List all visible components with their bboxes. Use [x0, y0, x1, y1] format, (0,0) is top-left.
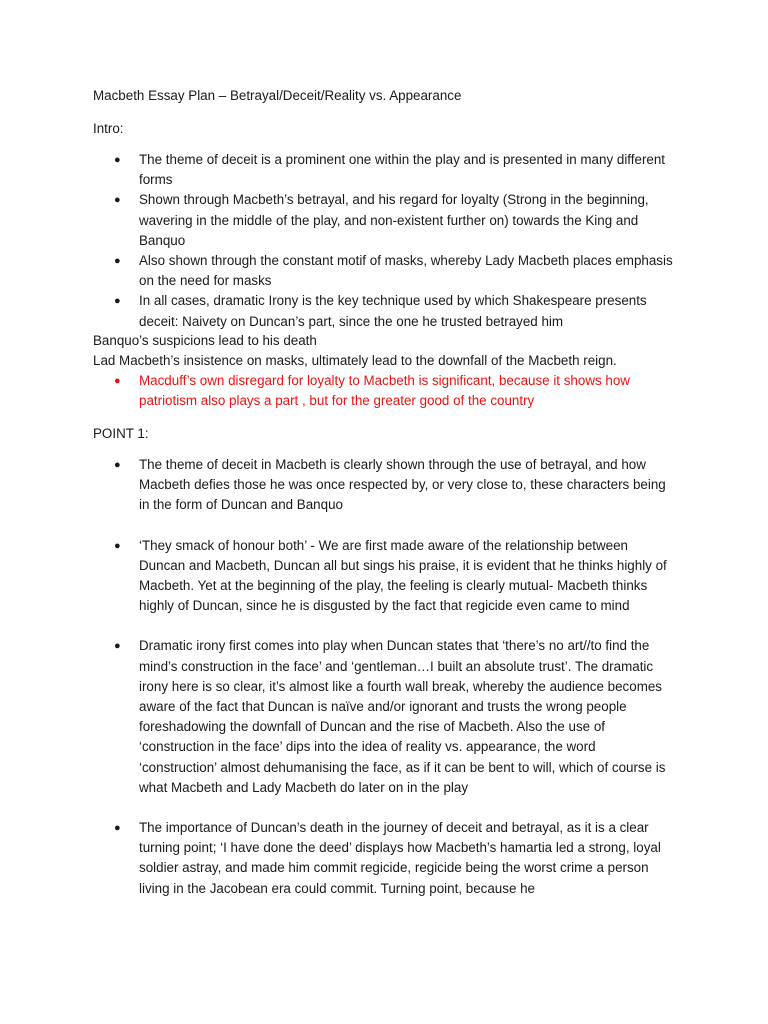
bullet-icon: ● — [114, 539, 121, 552]
document-title: Macbeth Essay Plan – Betrayal/Deceit/Reality vs. Appearance — [93, 88, 462, 103]
plain-line: Banquo’s suspicions lead to his death — [93, 333, 317, 348]
bullet-icon: ● — [114, 459, 121, 471]
list-item-text: The theme of deceit in Macbeth is clearly shown through the use of betrayal, and how Macbeth defies those he was once respected by, or very close to, these characters being in the form of Duncan and Banquo — [139, 457, 666, 513]
list-item-text: Shown through Macbeth’s betrayal, and his regard for loyalty (Strong in the beginning, wavering in the middle of the play, and non-existent further on) towards the King and Banquo — [139, 192, 649, 248]
list-item — [93, 455, 673, 516]
bullet-icon: ● — [114, 154, 121, 166]
bullet-icon: ● — [114, 375, 121, 387]
bullet-icon: ● — [114, 295, 121, 308]
list-item — [93, 190, 673, 251]
list-item — [93, 818, 673, 899]
list-item-text: In all cases, dramatic Irony is the key technique used by which Shakespeare presents deceit: Naivety on Duncan’s part, since the one he trusted betrayed him — [139, 293, 647, 329]
bullet-icon: ● — [114, 640, 121, 653]
point1-heading: POINT 1: — [93, 426, 149, 441]
list-item-text: The importance of Duncan’s death in the journey of deceit and betrayal, as it is a clear turning point; ‘I have done the deed’ displays how Macbeth’s hamartia led a strong, loyal soldier astray, and made him commit regicide, regicide being the worst crime a person living in the Jacobean era could commit. Turning point, because he — [139, 820, 661, 896]
list-item-text: Dramatic irony first comes into play when Duncan states that ‘there’s no art//to find the mind’s construction in the face’ and ‘gentleman…I built an absolute trust’. The dramatic irony here is so clear, it’s almost like a fourth wall break, whereby the audience becomes aware of the fact that Duncan is naïve and/or ignorant and trusts the wrong people foreshadowing the downfall of Duncan and the rise of Macbeth. Also the use of ‘construction in the face’ dips into the idea of reality vs. appearance, the word ‘construction’ almost dehumanising the face, as if it can be bent to will, which of course is what Macbeth and Lady Macbeth do later on in the play — [139, 638, 666, 795]
bullet-icon: ● — [114, 194, 121, 207]
list-item — [93, 536, 673, 617]
list-item — [93, 371, 673, 411]
bullet-icon: ● — [114, 822, 121, 835]
point1-bullet-list — [93, 455, 673, 919]
list-item — [93, 636, 673, 798]
list-item — [93, 251, 673, 291]
intro-red-bullet-list — [93, 371, 673, 411]
list-item-text: Also shown through the constant motif of masks, whereby Lady Macbeth places emphasis on the need for masks — [139, 253, 673, 289]
list-item-text: The theme of deceit is a prominent one within the play and is presented in many different forms — [139, 152, 666, 188]
plain-line: Lad Macbeth’s insistence on masks, ultimately lead to the downfall of the Macbeth reign. — [93, 353, 617, 368]
bullet-icon: ● — [114, 255, 121, 268]
intro-bullet-list — [93, 150, 673, 332]
list-item — [93, 150, 673, 190]
intro-heading: Intro: — [93, 121, 124, 136]
list-item-text: ‘They smack of honour both’ - We are first made aware of the relationship between Duncan and Macbeth, Duncan all but sings his praise, it is evident that he thinks highly of Macbeth. Yet at the beginning of the play, the feeling is clearly mutual- Macbeth thinks highly of Duncan, since he is disgusted by the fact that regicide even came to mind — [139, 537, 667, 614]
list-item-text: Macduff’s own disregard for loyalty to Macbeth is significant, because it shows how patriotism also plays a part , but for the greater good of the country — [139, 373, 630, 409]
list-item — [93, 291, 673, 331]
